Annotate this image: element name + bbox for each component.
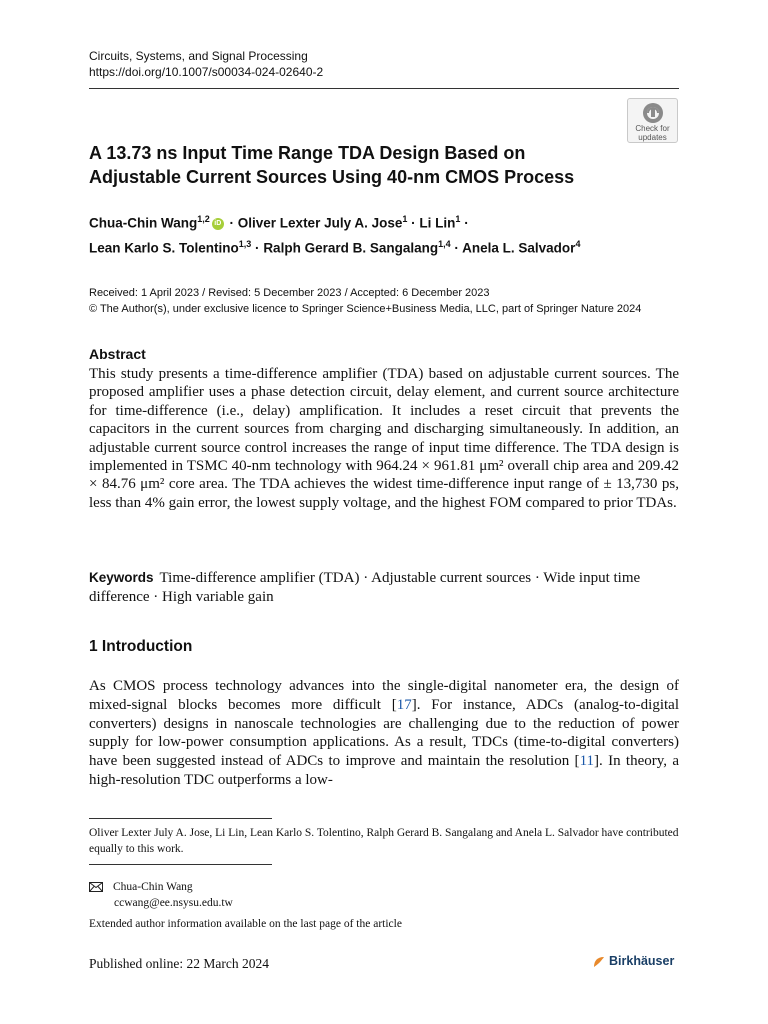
author-name[interactable]: Anela L. Salvador bbox=[462, 240, 576, 255]
author-line-2 bbox=[89, 234, 689, 259]
abstract-text: This study presents a time-difference amplifier (TDA) based on adjustable current sources. The proposed amplifier uses a phase detection circuit, delay element, and current source architecture for time-difference (i.e., delay) amplification. It includes a reset circuit that prevents the capacitors in the current sources from charging and discharging simultaneously. In addition, an adjustable current source control increases the range of input time difference. The TDA design is implemented in TSMC 40-nm technology with 964.24 × 961.81 μm² overall chip area and 209.42 × 84.76 μm² core area. The TDA achieves the widest time-difference input range of ± 13,730 ps, less than 4% gain error, the lowest supply voltage, and the highest FOM compared to prior TDAs. bbox=[89, 366, 679, 511]
copyright-notice: © The Author(s), under exclusive licence to Springer Science+Business Media, LLC, part of Springer Nature 2024 bbox=[89, 303, 642, 315]
author-affiliation: 1,3 bbox=[238, 238, 252, 249]
birkhauser-logo-icon bbox=[592, 955, 606, 969]
author-name[interactable]: Ralph Gerard B. Sangalang bbox=[263, 240, 439, 255]
author-list bbox=[89, 209, 689, 258]
contribution-footnote: Oliver Lexter July A. Jose, Li Lin, Lean Karlo S. Tolentino, Ralph Gerard B. Sangalang and Anela L. Salvador have contributed equally to this work. bbox=[89, 827, 679, 855]
keywords-label: Keywords bbox=[89, 570, 154, 585]
received-dates: Received: 1 April 2023 / Revised: 5 December 2023 / Accepted: 6 December 2023 bbox=[89, 287, 490, 299]
footnote-divider bbox=[89, 864, 272, 865]
section-heading: 1 Introduction bbox=[89, 638, 193, 655]
author-affiliation: 1 bbox=[455, 214, 461, 224]
author-separator: · bbox=[464, 215, 469, 231]
citation-link[interactable]: 11 bbox=[579, 753, 595, 770]
author-name[interactable]: Chua-Chin Wang bbox=[89, 215, 198, 231]
author-affiliation: 1 bbox=[402, 214, 408, 224]
author-separator: · bbox=[255, 240, 260, 255]
author-name[interactable]: Lean Karlo S. Tolentino bbox=[89, 240, 239, 255]
contact-email[interactable]: ccwang@ee.nsysu.edu.tw bbox=[114, 897, 233, 909]
journal-name: Circuits, Systems, and Signal Processing bbox=[89, 49, 308, 63]
abstract-heading: Abstract bbox=[89, 346, 146, 362]
doi-link[interactable]: https://doi.org/10.1007/s00034-024-02640-2 bbox=[89, 65, 324, 79]
publisher-logo[interactable] bbox=[592, 954, 674, 969]
author-separator: · bbox=[411, 215, 416, 231]
published-date: Published online: 22 March 2024 bbox=[89, 956, 269, 971]
badge-label-1: Check for bbox=[635, 124, 670, 133]
author-line-1 bbox=[89, 209, 689, 234]
author-affiliation: 1,4 bbox=[438, 238, 451, 249]
intro-text: ]. For instance, ADCs (analog-to-digital converters) designs in nanoscale technologies are challenging due to the reduction of power supply for low-power consumption applications. As a result, TDCs (time-to-digital converters) have been suggested instead of ADCs to improve and maintain the resolution [ bbox=[89, 696, 680, 770]
author-separator: · bbox=[229, 215, 235, 231]
extended-info-note: Extended author information available on the last page of the article bbox=[89, 918, 402, 930]
publisher-name: Birkhäuser bbox=[609, 954, 675, 968]
badge-label-2: updates bbox=[638, 133, 667, 142]
paper-title bbox=[89, 141, 609, 189]
intro-paragraph bbox=[89, 677, 679, 790]
article-history bbox=[89, 285, 689, 317]
author-separator: · bbox=[454, 240, 459, 255]
author-affiliation: 1,2 bbox=[197, 214, 210, 224]
check-updates-icon bbox=[642, 102, 664, 124]
keywords-text: Time-difference amplifier (TDA) · Adjustable current sources · Wide input time difference · High variable gain bbox=[89, 570, 641, 605]
author-name[interactable]: Oliver Lexter July A. Jose bbox=[237, 215, 403, 231]
title-line-2: Adjustable Current Sources Using 40-nm CMOS Process bbox=[89, 167, 575, 187]
citation-link[interactable]: 17 bbox=[396, 696, 412, 713]
contact-name: Chua-Chin Wang bbox=[113, 881, 193, 893]
corresponding-author bbox=[89, 879, 679, 911]
author-name[interactable]: Li Lin bbox=[419, 215, 456, 231]
title-line-1: A 13.73 ns Input Time Range TDA Design Based on bbox=[89, 143, 526, 163]
orcid-icon[interactable]: iD bbox=[212, 218, 224, 230]
journal-header bbox=[89, 48, 323, 80]
header-divider bbox=[89, 88, 679, 89]
keywords bbox=[89, 568, 679, 607]
envelope-icon bbox=[89, 882, 103, 892]
check-for-updates-badge[interactable] bbox=[627, 98, 678, 143]
intro-text: As CMOS process technology advances into the single-digital nanometer era, the design of mixed-signal blocks becomes more difficult [ bbox=[89, 678, 679, 713]
intro-text: ]. In theory, a high-resolution TDC outperforms a low- bbox=[89, 753, 680, 788]
footnote-divider bbox=[89, 818, 272, 819]
author-affiliation: 4 bbox=[575, 238, 581, 249]
